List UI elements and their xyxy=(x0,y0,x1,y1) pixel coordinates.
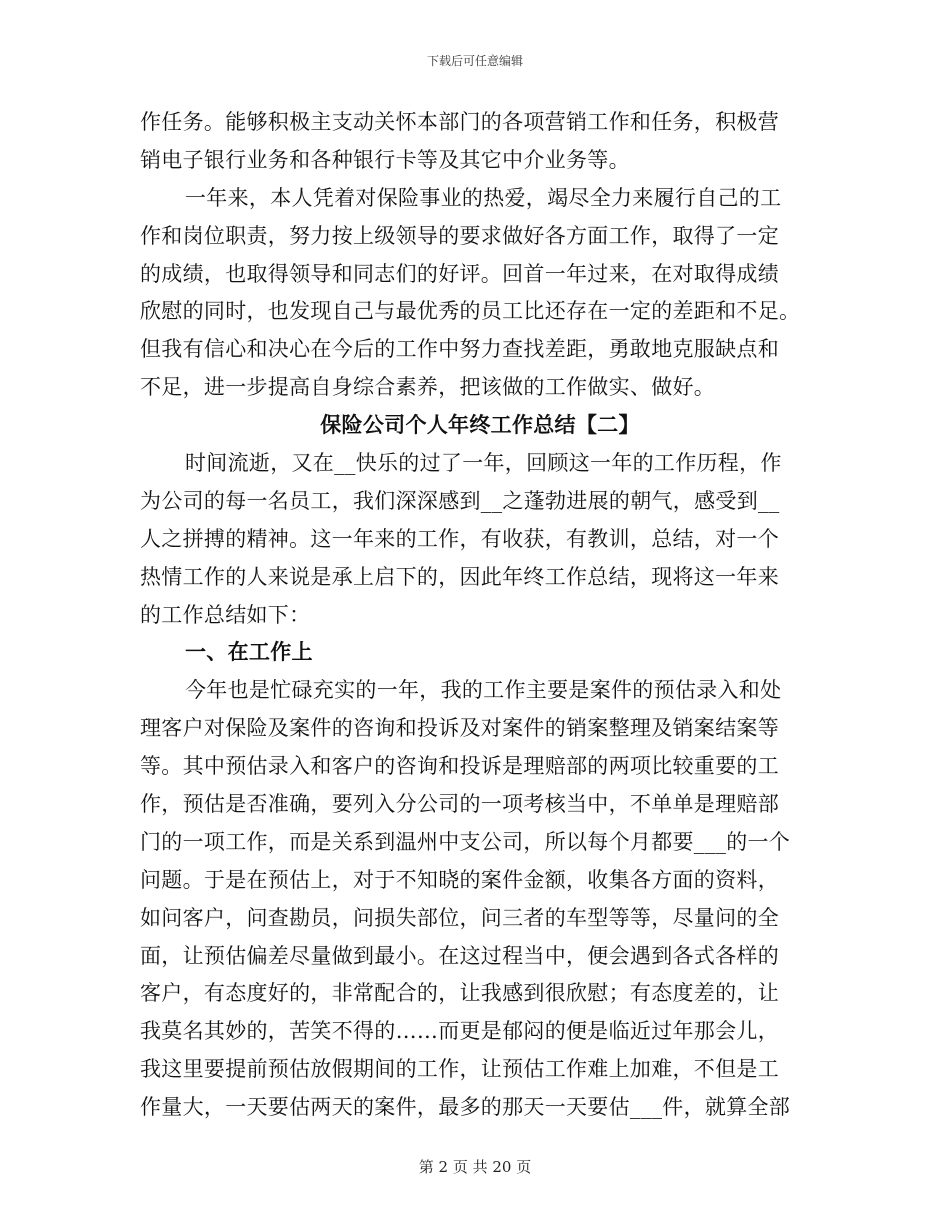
paragraph-first-line: 时间流逝，又在__快乐的过了一年，回顾这一年的工作历程，作 xyxy=(185,451,782,476)
text-line: 作量大，一天要估两天的案件，最多的那天一天要估___件，就算全部 xyxy=(140,1095,791,1120)
section-title: 保险公司个人年终工作总结【二】 xyxy=(320,413,640,438)
section-heading: 一、在工作上 xyxy=(185,640,313,665)
text-line: 不足，进一步提高自身综合素养，把该做的工作做实、做好。 xyxy=(140,375,716,400)
text-line: 为公司的每一名员工，我们深深感到__之蓬勃进展的朝气，感受到__ xyxy=(140,488,780,513)
text-line: 欣慰的同时，也发现自己与最优秀的员工比还存在一定的差距和不足。 xyxy=(140,299,801,324)
text-line: 作，预估是否准确，要列入分公司的一项考核当中，不单单是理赔部 xyxy=(140,792,779,817)
text-line: 但我有信心和决心在今后的工作中努力查找差距，勇敢地克服缺点和 xyxy=(140,337,779,362)
text-line: 的成绩，也取得领导和同志们的好评。回首一年过来，在对取得成绩 xyxy=(140,261,779,286)
text-line: 作和岗位职责，努力按上级领导的要求做好各方面工作，取得了一定 xyxy=(140,223,779,248)
page-footer: 第 2 页 共 20 页 xyxy=(418,1158,532,1176)
text-line: 作任务。能够积极主支动关怀本部门的各项营销工作和任务，积极营 xyxy=(140,110,779,134)
text-line: 问题。于是在预估上，对于不知晓的案件金额，收集各方面的资料， xyxy=(140,867,779,892)
paragraph-first-line: 一年来，本人凭着对保险事业的热爱，竭尽全力来履行自己的工 xyxy=(185,185,782,210)
text-line: 我莫名其妙的，苦笑不得的……而更是郁闷的便是临近过年那会儿， xyxy=(140,1019,779,1044)
text-line: 热情工作的人来说是承上启下的，因此年终工作总结，现将这一年来 xyxy=(140,564,779,589)
text-line: 的工作总结如下： xyxy=(140,602,311,627)
text-line: 如问客户，问查勘员，问损失部位，问三者的车型等等，尽量问的全 xyxy=(140,905,779,930)
text-line: 人之拼搏的精神。这一年来的工作，有收获，有教训，总结，对一个 xyxy=(140,526,779,551)
paragraph-first-line: 今年也是忙碌充实的一年，我的工作主要是案件的预估录入和处 xyxy=(185,678,782,703)
text-line: 门的一项工作，而是关系到温州中支公司，所以每个月都要___的一个 xyxy=(140,829,791,854)
text-line: 理客户对保险及案件的咨询和投诉及对案件的销案整理及销案结案等 xyxy=(140,716,779,741)
text-line: 销电子银行业务和各种银行卡等及其它中介业务等。 xyxy=(140,147,630,172)
text-line: 我这里要提前预估放假期间的工作，让预估工作难上加难，不但是工 xyxy=(140,1057,779,1082)
document-body xyxy=(140,104,820,1127)
page-header-note: 下载后可任意编辑 xyxy=(426,54,523,68)
text-line: 客户，有态度好的，非常配合的，让我感到很欣慰；有态度差的，让 xyxy=(140,981,779,1006)
text-line: 面，让预估偏差尽量做到最小。在这过程当中，便会遇到各式各样的 xyxy=(140,943,779,968)
text-line: 等。其中预估录入和客户的咨询和投诉是理赔部的两项比较重要的工 xyxy=(140,754,779,779)
